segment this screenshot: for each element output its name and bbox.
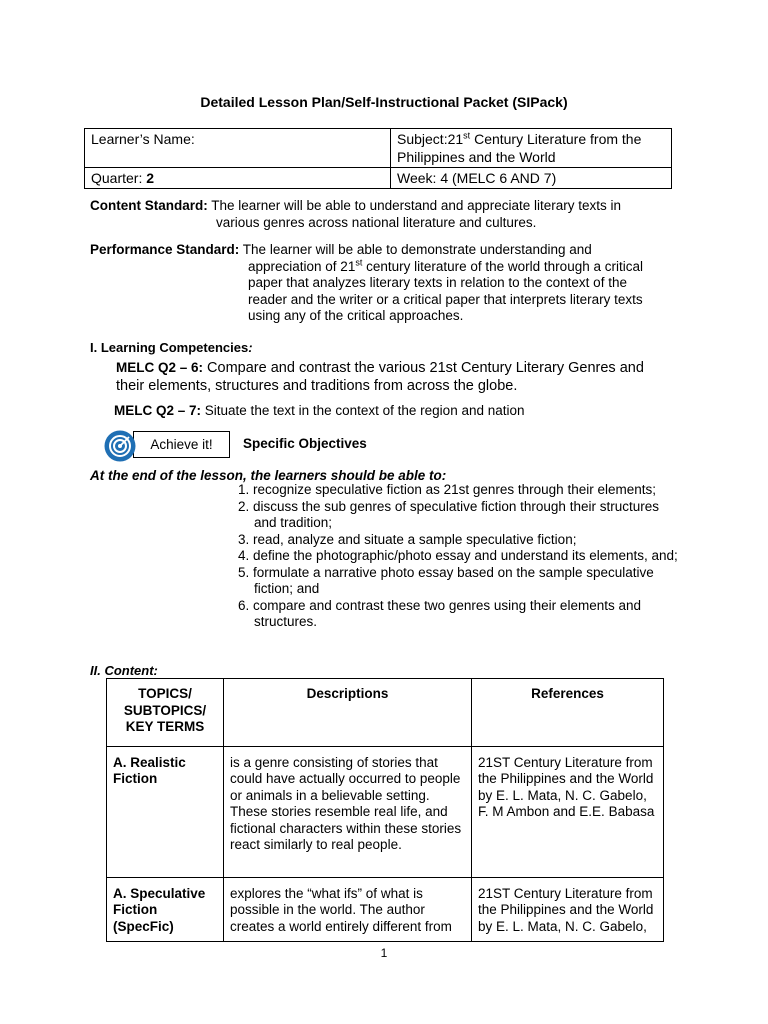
quarter-label: Quarter: [91, 170, 147, 186]
objective-item: 2. discuss the sub genres of speculative fiction through their structures and tradition; [238, 498, 659, 530]
melc6-text: Compare and contrast the various 21st Century Literary Genres and their elements, structures and traditions from across the globe. [116, 360, 644, 394]
subject-prefix: Subject:21 [397, 131, 464, 147]
lc-heading-text: I. Learning Competencies [90, 340, 249, 355]
melc-6 [116, 359, 676, 395]
content-standard-line1: The learner will be able to understand and appreciate literary texts in [207, 198, 621, 213]
content-standard [90, 198, 621, 231]
target-icon [104, 430, 136, 462]
learner-info-table [84, 128, 672, 189]
subject-cell [391, 129, 672, 168]
content-table [106, 678, 664, 942]
subject-sup: st [463, 130, 471, 141]
week-cell [391, 168, 672, 189]
subject-rest: Century Literature from the Philippines and the World [397, 131, 642, 165]
week-label: Week: 4 (MELC 6 AND 7) [397, 170, 557, 186]
learner-name-label: Learner’s Name: [91, 131, 195, 147]
content-standard-label: Content Standard: [90, 198, 208, 213]
content-heading: II. Content: [90, 663, 158, 678]
performance-standard [90, 242, 643, 325]
table-row [107, 746, 664, 877]
learning-competencies-heading [90, 340, 253, 355]
ps-line2-sup: st [355, 257, 363, 267]
objective-item: 6. compare and contrast these two genres using their elements and structures. [238, 597, 641, 629]
objectives-intro: At the end of the lesson, the learners should be able to: [90, 468, 447, 483]
objectives-list [238, 482, 678, 631]
content-standard-line2: various genres across national literature and cultures. [216, 214, 537, 230]
performance-standard-line4: reader and the writer or a critical paper that interprets literary texts [248, 291, 643, 307]
melc-7 [114, 403, 525, 418]
table-row [107, 877, 664, 942]
header-topics: TOPICS/ SUBTOPICS/ KEY TERMS [107, 679, 224, 747]
melc7-text: Situate the text in the context of the region and nation [201, 403, 525, 418]
description-cell: explores the “what ifs” of what is possible in the world. The author creates a world entirely different from [224, 877, 472, 942]
specific-objectives-heading: Specific Objectives [243, 436, 367, 451]
quarter-cell [85, 168, 391, 189]
topic-cell: A. Realistic Fiction [107, 746, 224, 877]
performance-standard-line2 [90, 259, 643, 276]
header-descriptions: Descriptions [224, 679, 472, 747]
objective-item: 5. formulate a narrative photo essay based on the sample speculative fiction; and [238, 564, 654, 596]
performance-standard-line3: paper that analyzes literary texts in relation to the context of the [248, 275, 627, 290]
table-header-row [107, 679, 664, 747]
ps-line2-prefix: appreciation of 21 [248, 258, 356, 274]
reference-cell: 21ST Century Literature from the Philippines and the World by E. L. Mata, N. C. Gabelo, F. M Ambon and E.E. Babasa [472, 746, 664, 877]
objective-item: 4. define the photographic/photo essay and understand its elements, and; [238, 548, 678, 563]
objective-item: 3. read, analyze and situate a sample speculative fiction; [238, 531, 577, 547]
objective-item: 1. recognize speculative fiction as 21st genres through their elements; [238, 482, 656, 497]
achieve-it-box: Achieve it! [133, 431, 230, 458]
performance-standard-line1: The learner will be able to demonstrate understanding and [239, 242, 592, 257]
description-cell: is a genre consisting of stories that could have actually occurred to people or animals in a believable setting. These stories resemble real life, and fictional characters within these stories react similarly to real people. [224, 746, 472, 877]
header-references: References [472, 679, 664, 747]
document-title: Detailed Lesson Plan/Self-Instructional Packet (SIPack) [200, 94, 568, 110]
lc-heading-colon: : [248, 340, 253, 355]
melc7-label: MELC Q2 – 7: [114, 403, 202, 418]
quarter-value: 2 [146, 170, 155, 186]
performance-standard-label: Performance Standard: [90, 242, 240, 257]
ps-line2-rest: century literature of the world through a critical [362, 258, 643, 274]
page-number: 1 [380, 946, 388, 960]
learner-name-cell [85, 129, 391, 168]
performance-standard-line5: using any of the critical approaches. [248, 308, 464, 323]
reference-cell: 21ST Century Literature from the Philippines and the World by E. L. Mata, N. C. Gabelo, [472, 877, 664, 942]
topic-cell: A. Speculative Fiction (SpecFic) [107, 877, 224, 942]
melc6-label: MELC Q2 – 6: [116, 360, 204, 375]
